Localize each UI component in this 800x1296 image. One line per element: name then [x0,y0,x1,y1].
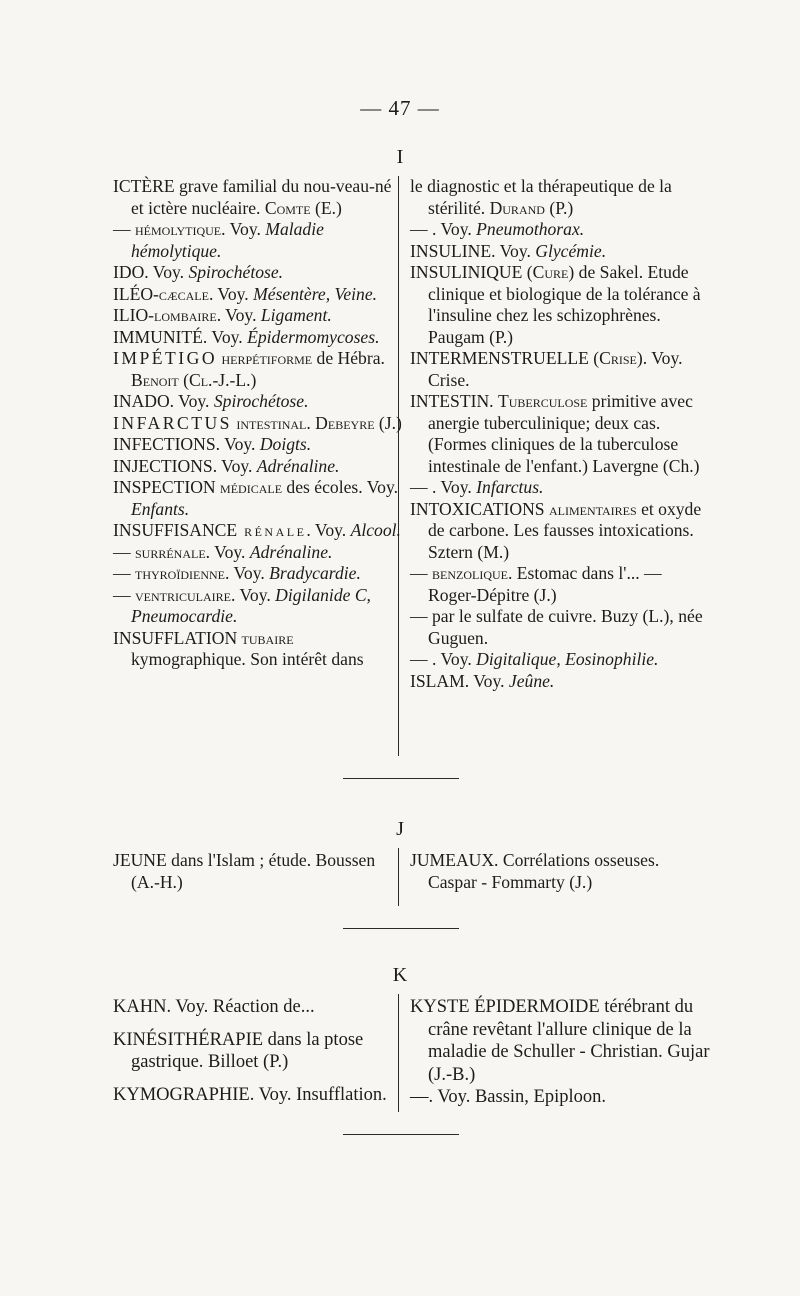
index-entry: KINÉSITHÉRAPIE dans la ptose gastrique. Billoet (P.) [113,1029,364,1072]
index-entry: ICTÈRE grave familial du nou-veau-né et ictère nucléaire. Comte (E.) [113,176,392,218]
index-entry: —. Voy. Bassin, Epiploon. [410,1087,606,1107]
index-entry: INSUFFISANCE rénale. Voy. Alcool. [113,520,401,540]
index-entry: IMPÉTIGO herpétiforme de Hébra. Benoit (Cl.-J.-L.) [113,348,385,390]
right-column-k [410,996,710,1109]
index-entry: — surrénale. Voy. Adrénaline. [113,541,333,562]
index-entry: KYSTE ÉPIDERMOIDE térébrant du crâne revêtant l'allure clinique de la maladie de Schuller - Christian. Gujar (J.-B.) [410,997,710,1085]
right-column-j [410,850,710,893]
index-entry: INTOXICATIONS alimentaires et oxyde de carbone. Les fausses intoxications. Sztern (M.) [410,498,702,562]
section-separator [343,778,459,779]
index-entry: — . Voy. Pneumothorax. [410,219,585,239]
section-letter-k: K [392,964,408,986]
index-entry: INTESTIN. Tuberculose primitive avec anergie tuberculinique; deux cas. (Formes cliniques de la tuberculose intestinale de l'enfant.) Lavergne (Ch.) [410,391,700,476]
page-number: — 47 — [360,96,440,120]
section-letter-j: J [396,818,404,840]
index-entry: JUMEAUX. Corrélations osseuses. Caspar - Fommarty (J.) [410,850,660,892]
index-entry: — par le sulfate de cuivre. Buzy (L.), née Guguen. [410,606,703,648]
left-column-j [113,850,403,893]
index-entry: INTERMENSTRUELLE (Crise). Voy. Crise. [410,348,683,390]
section-letter-i: I [396,146,404,168]
left-column-i [113,176,403,671]
section-separator [343,928,459,929]
index-entry: KAHN. Voy. Réaction de... [113,997,315,1017]
index-entry: INSULINE. Voy. Glycémie. [410,240,607,261]
index-entry: IMMUNITÉ. Voy. Épidermomycoses. [113,326,380,347]
index-entry: INSPECTION médicale des écoles. Voy. Enfants. [113,477,399,519]
index-entry: INJECTIONS. Voy. Adrénaline. [113,455,340,476]
index-entry: ISLAM. Voy. Jeûne. [410,670,555,691]
section-separator [343,1134,459,1135]
index-entry: ILIO-lombaire. Voy. Ligament. [113,305,332,325]
index-entry: — hémolytique. Voy. Maladie hémolytique. [113,219,324,261]
index-entry: INADO. Voy. Spirochétose. [113,391,309,411]
index-entry: ILÉO-cæcale. Voy. Mésentère, Veine. [113,283,378,304]
index-entry: — thyroïdienne. Voy. Bradycardie. [113,563,361,583]
index-entry: — ventriculaire. Voy. Digilanide C, Pneumocardie. [113,584,371,626]
index-entry: IDO. Voy. Spirochétose. [113,262,284,282]
index-entry: INSULINIQUE (Cure) de Sakel. Etude clinique et biologique de la tolérance à l'insuline chez les schizophrènes. Paugam (P.) [410,262,701,347]
index-entry: — . Voy. Digitalique, Eosinophilie. [410,649,659,669]
index-entry: — benzolique. Estomac dans l'... — Roger-Dépitre (J.) [410,563,662,605]
right-column-i [410,176,710,692]
index-entry: JEUNE dans l'Islam ; étude. Boussen (A.-H.) [113,850,376,892]
index-entry: KYMOGRAPHIE. Voy. Insufflation. [113,1084,387,1105]
index-entry: le diagnostic et la thérapeutique de la stérilité. Durand (P.) [410,176,672,218]
left-column-k [113,996,403,1106]
index-entry: — . Voy. Infarctus. [410,477,544,497]
index-entry: INFECTIONS. Voy. Doigts. [113,434,312,454]
index-entry: INFARCTUS intestinal. Debeyre (J.) [113,412,402,433]
index-entry: INSUFFLATION tubaire kymographique. Son intérêt dans [113,627,364,669]
